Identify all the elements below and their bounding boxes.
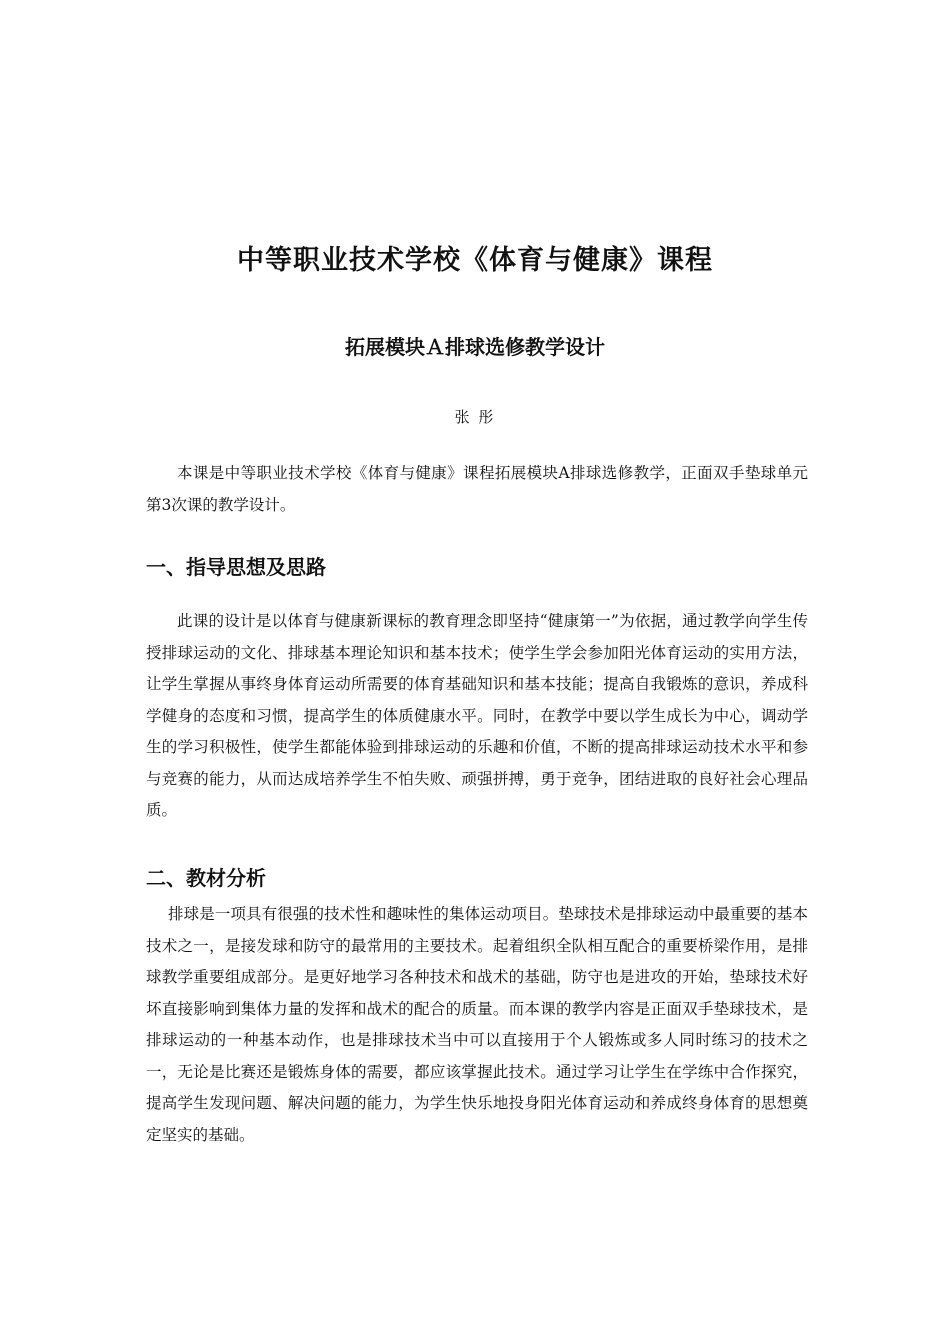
document-subtitle: 拓展模块Ａ排球选修教学设计: [345, 335, 605, 359]
section-body-guiding-ideas: 此课的设计是以体育与健康新课标的教育理念即坚持“健康第一”为依据，通过教学向学生传授排球运动的文化、排球基本理论知识和基本技术；使学生学会参加阳光体育运动的实用方法，让学生掌握从事终身体育运动所需要的体育基础知识和基本技能；提高自我锻炼的意识，养成科学健身的态度和习惯，提高学生的体质健康水平。同时，在教学中要以学生成长为中心，调动学生的学习积极性，使学生都能体验到排球运动的乐趣和价值，不断的提高排球运动技术水平和参与竞赛的能力，从而达成培养学生不怕失败、顽强拼搏，勇于竞争，团结进取的良好社会心理品质。: [146, 612, 808, 819]
section-heading-guiding-ideas: 一、指导思想及思路: [146, 555, 326, 579]
author-name: 张 彤: [454, 408, 496, 426]
intro-paragraph: 本课是中等职业技术学校《体育与健康》课程拓展模块A排球选修教学，正面双手垫球单元第3次课的教学设计。: [146, 464, 808, 514]
document-title: 中等职业技术学校《体育与健康》课程: [237, 245, 713, 276]
section-heading-material-analysis: 二、教材分析: [146, 866, 266, 890]
section-body-material-analysis: 排球是一项具有很强的技术性和趣味性的集体运动项目。垫球技术是排球运动中最重要的基本技术之一，是接发球和防守的最常用的主要技术。起着组织全队相互配合的重要桥梁作用，是排球教学重要组成部分。是更好地学习各种技术和战术的基础，防守也是进攻的开始，垫球技术好坏直接影响到集体力量的发挥和战术的配合的质量。而本课的教学内容是正面双手垫球技术，是排球运动的一种基本动作，也是排球技术当中可以直接用于个人锻炼或多人同时练习的技术之一，无论是比赛还是锻炼身体的需要，都应该掌握此技术。通过学习让学生在学练中合作探究，提高学生发现问题、解决问题的能力，为学生快乐地投身阳光体育运动和养成终身体育的思想奠定坚实的基础。: [146, 905, 808, 1144]
